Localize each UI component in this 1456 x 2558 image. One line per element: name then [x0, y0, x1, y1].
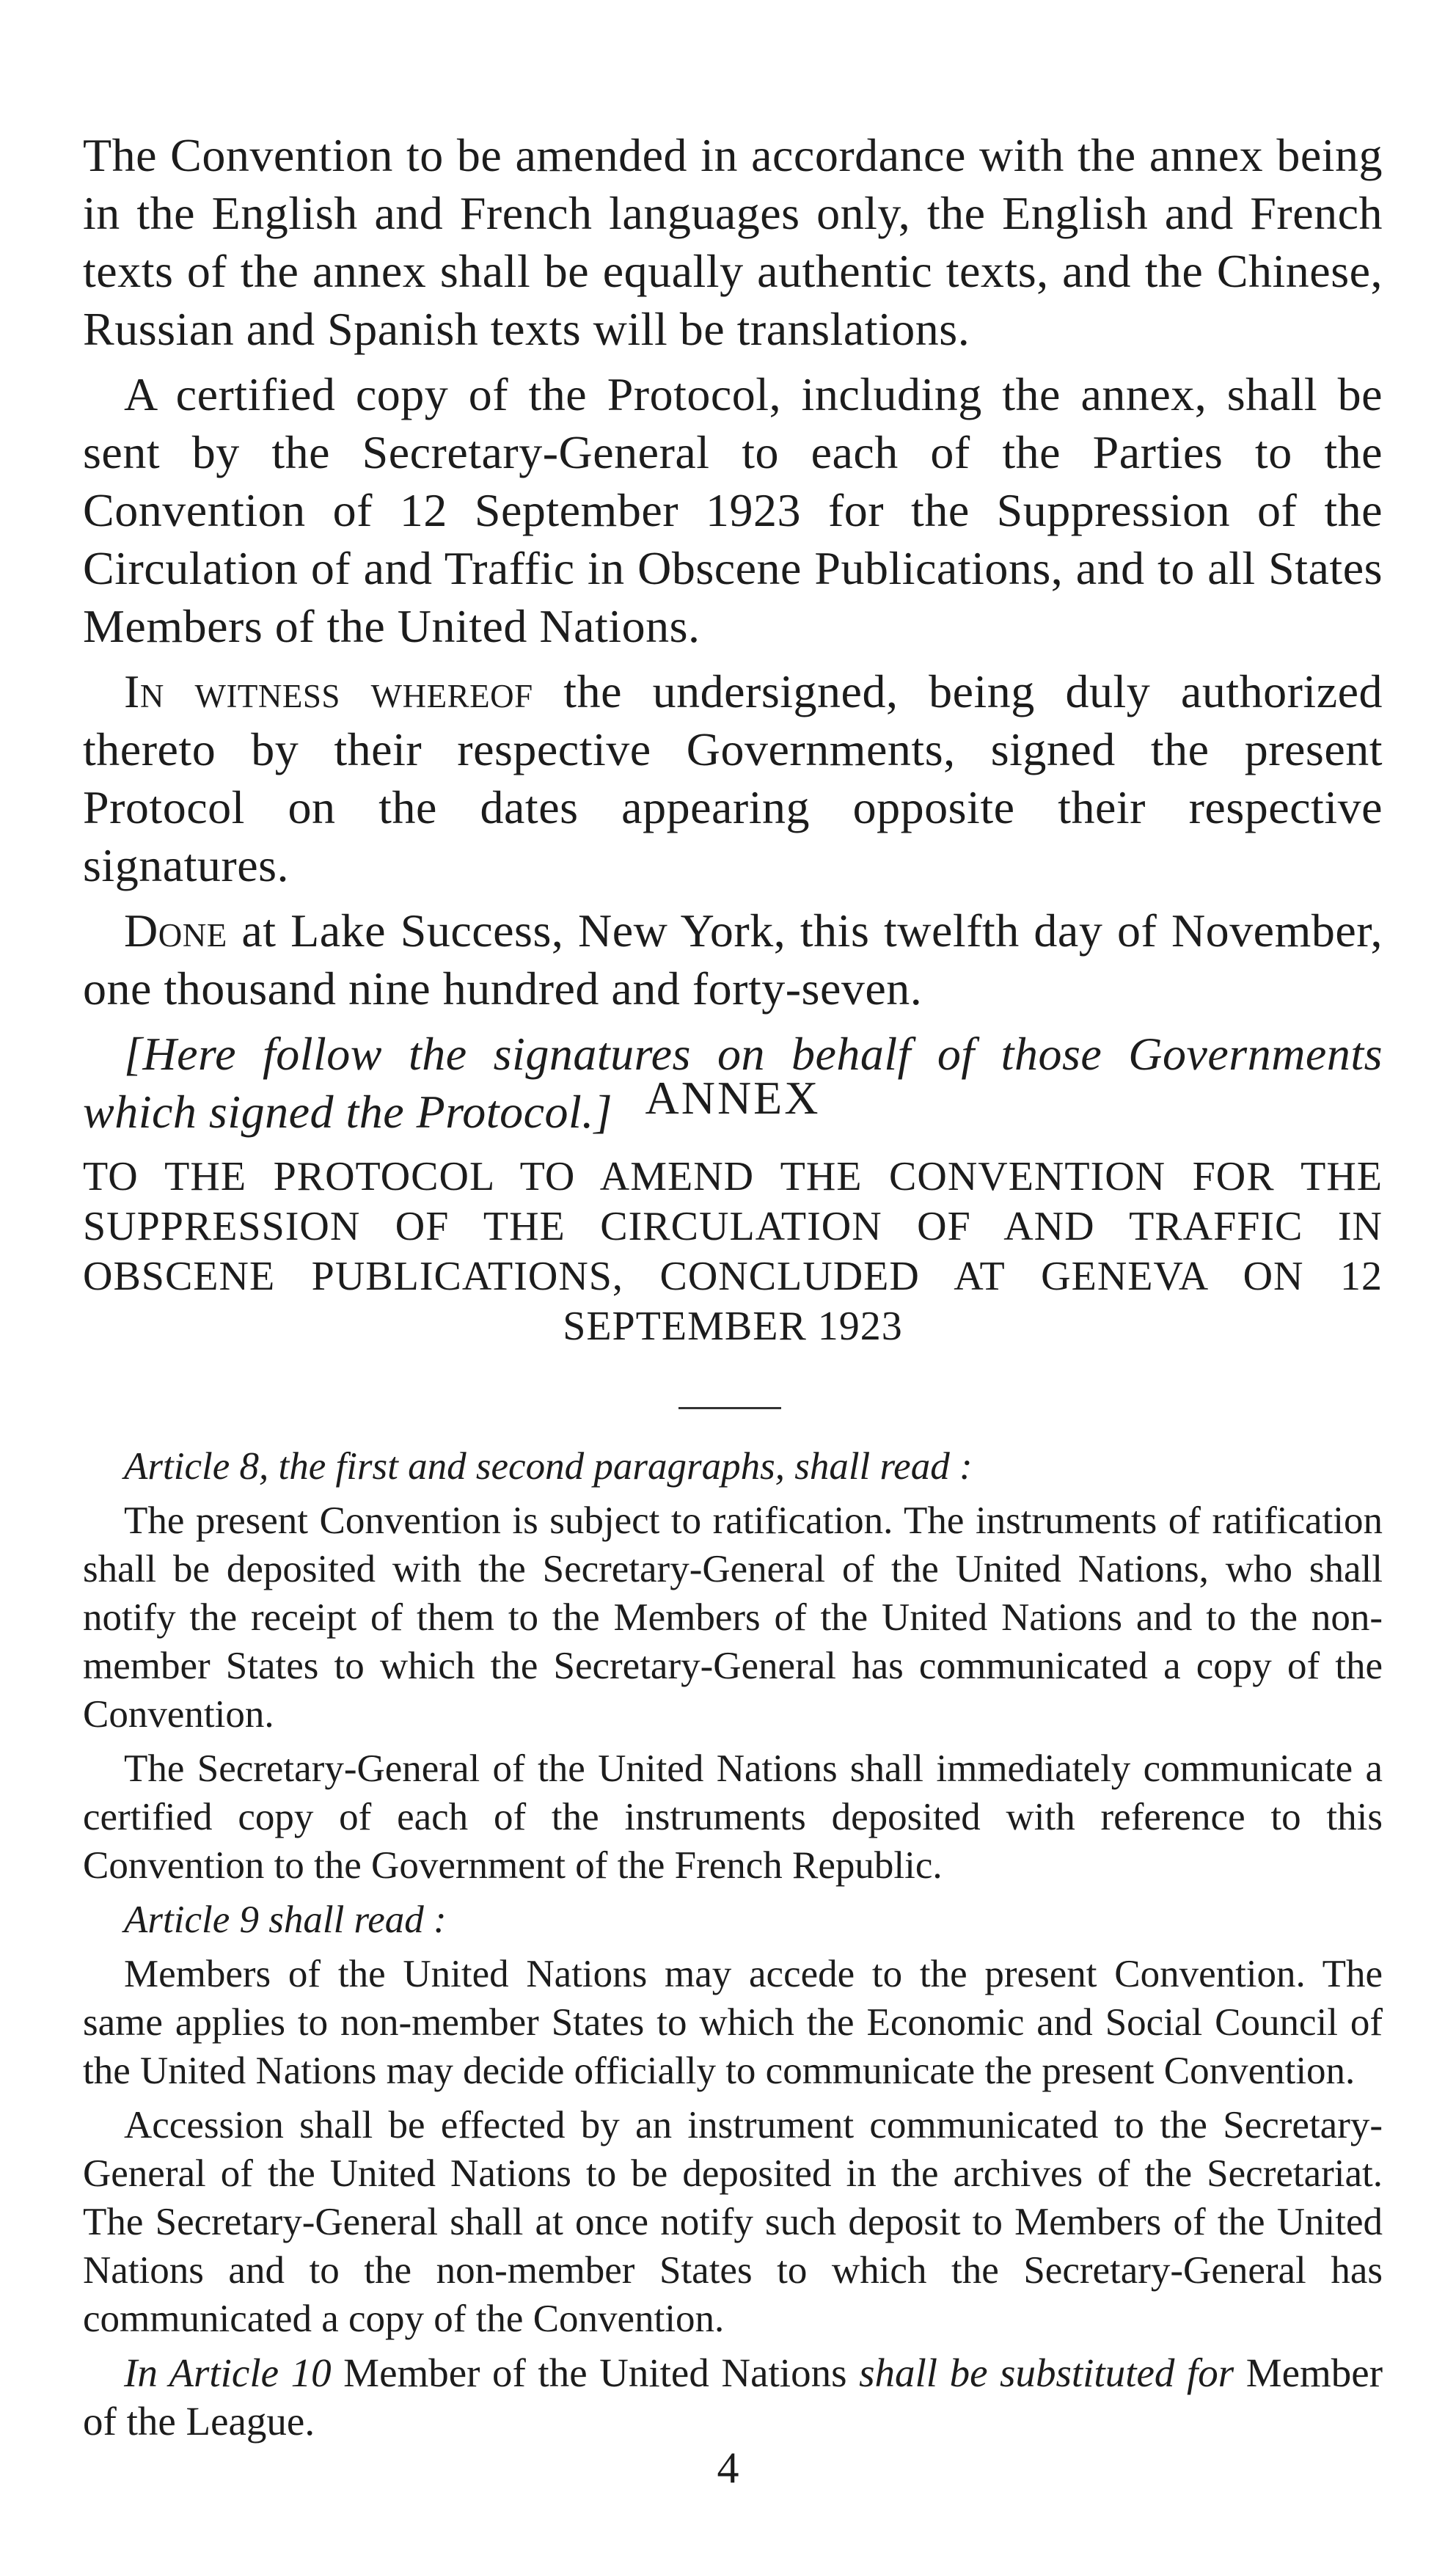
- article-9-paragraph-1: Members of the United Nations may accede to the present Convention. The same applies to non-member States to which the Economic and Social Council of the United Nations may decide officially to communicate the present Convention.: [83, 1953, 1383, 2092]
- done-lead: Done: [124, 905, 227, 957]
- signatures-note: [Here follow the signatures on behalf of those Governments which signed the Protocol.]: [83, 1028, 1383, 1138]
- paragraph-certified-copy: A certified copy of the Protocol, including the annex, shall be sent by the Secretary-General to each of the Parties to the Convention of 12 September 1923 for the Suppression of the Circulation of and Traffic in Obscene Publications, and to all States Members of the United Nations.: [83, 368, 1383, 652]
- article-9-paragraph-2: Accession shall be effected by an instrument communicated to the Secretary-General of the United Nations to be deposited in the archives of the Secretariat. The Secretary-General shall at once notify such deposit to Members of the United Nations and to the non-member States to which the Secretary-General has communicated a copy of the Convention.: [83, 2104, 1383, 2340]
- article-8-heading: Article 8, the first and second paragraphs, shall read :: [124, 1445, 973, 1488]
- paragraph-languages: The Convention to be amended in accordance with the annex being in the English and French languages only, the English and French texts of the annex shall be equally authentic texts, and the Chinese, Russian and Spanish texts will be translations.: [83, 129, 1383, 355]
- article-9-heading: Article 9 shall read :: [124, 1899, 447, 1941]
- annex-body: [83, 1442, 1383, 2452]
- paragraph-in-witness: [83, 662, 1383, 894]
- annex-title: ANNEX: [645, 1072, 821, 1124]
- page-number: 4: [717, 2444, 739, 2492]
- paragraph-done: [83, 902, 1383, 1017]
- article-8-paragraph-1: The present Convention is subject to ratification. The instruments of ratification shall be deposited with the Secretary-General of the United Nations, who shall notify the receipt of them to the Members of the United Nations and to the non-member States to which the Secretary-General has communicated a copy of the Convention.: [83, 1499, 1383, 1736]
- article-8-paragraph-2: The Secretary-General of the United Nations shall immediately communicate a certified copy of each of the instruments deposited with reference to this Convention to the Government of the French Republic.: [83, 1747, 1383, 1887]
- article-10-substitution: shall be substituted for: [859, 2350, 1234, 2395]
- done-text: at Lake Success, New York, this twelfth day of November, one thousand nine hundred and forty-seven.: [83, 905, 1383, 1015]
- annex-heading: TO THE PROTOCOL TO AMEND THE CONVENTION FOR THE SUPPRESSION OF THE CIRCULATION OF AND TRAFFIC IN OBSCENE PUBLICATIONS, CONCLUDED AT GENEVA ON 12 SEPTEMBER 1923: [83, 1154, 1383, 1349]
- article-10-amendment: [83, 2349, 1383, 2446]
- article-10-ref: In Article 10: [124, 2350, 332, 2395]
- divider-rule: [678, 1407, 781, 1409]
- in-witness-lead: In witness whereof: [124, 665, 533, 717]
- in-witness-text: the undersigned, being duly authorized thereto by their respective Governments, signed the present Protocol on the dates appearing opposite their respective signatures.: [83, 665, 1383, 891]
- article-10-old-term: Member of the League.: [83, 2350, 1383, 2444]
- article-10-new-term: Member of the United Nations: [331, 2350, 860, 2395]
- protocol-closing-text: [83, 126, 1383, 1148]
